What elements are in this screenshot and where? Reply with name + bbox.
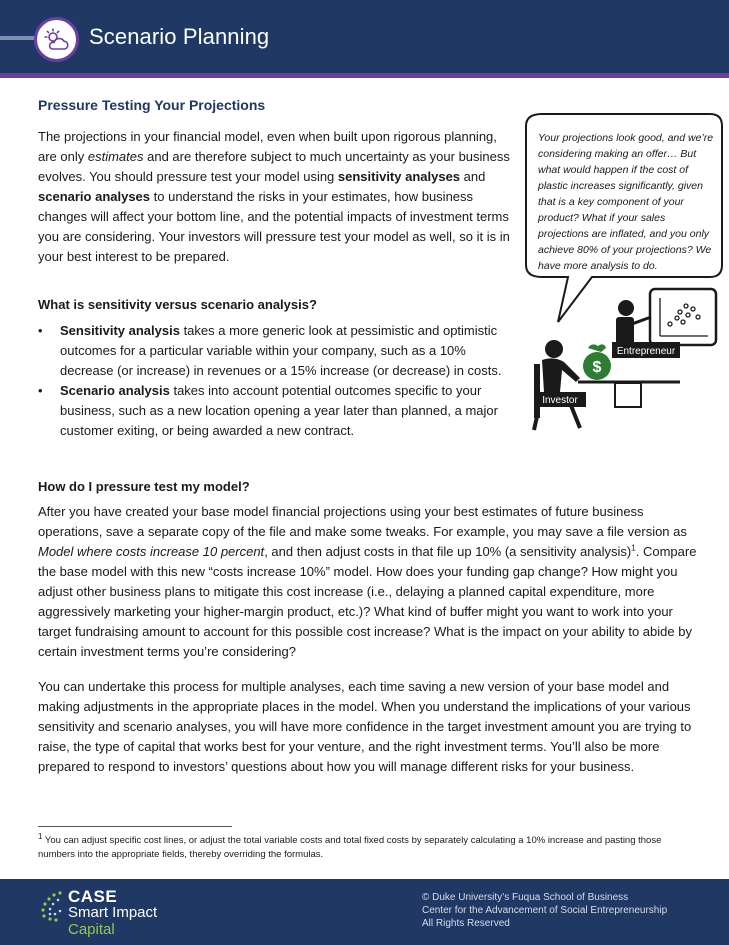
list-item: • Sensitivity analysis takes a more generic look at pessimistic and optimistic outcomes for a particular variable within your company, such as a 10% decrease (or increase) in revenues or a 15% increase (or decrease) in costs. xyxy=(38,321,518,381)
footer-logo-capital: Capital xyxy=(68,921,115,938)
cloud-sun-icon xyxy=(34,17,79,62)
list-item: • Scenario analysis takes into account potential outcomes specific to your business, such as a new location opening a year later than planned, a major customer exiting, or being awarded a new contract. xyxy=(38,381,518,441)
svg-text:$: $ xyxy=(592,359,602,376)
investor-figure xyxy=(534,340,580,430)
how-paragraph-1: After you have created your base model financial projections using your best estimates of future business operations, save a separate copy of the file and make some tweaks. For example, you may save a file version as Model where costs increase 10 percent, and then adjust costs in that file up 10% (a sensitivity analysis)$^1$. Compare the base model with this new “costs increase 10%” model. How does your funding gap change? How might you adjust other business plans to mitigate this cost increase (i.e., delaying a planned capital expenditure, more aggressively marketing your higher-margin product, etc.)? What kind of buffer might you want to work into your target fundraising amount to account for this possible cost increase? What is the impact on your ability to abide by certain investment terms you’re considering? xyxy=(38,504,697,659)
sensitivity-heading: What is sensitivity versus scenario analysis? xyxy=(38,297,317,312)
footer-logo-case: CASE xyxy=(68,887,118,906)
money-bag-icon xyxy=(583,344,611,380)
page-title: Scenario Planning xyxy=(89,24,270,49)
header-purple-stripe xyxy=(0,73,729,78)
footnote: $^1$ You can adjust specific cost lines, or adjust the total variable costs and total fixed costs by separately calculating a 10% increase and pasting those numbers into the appropriate fields, thereby overriding the formulas. xyxy=(38,831,662,860)
entrepreneur-label: Entrepreneur xyxy=(616,346,676,357)
section-title: Pressure Testing Your Projections xyxy=(38,97,266,113)
footnote-ref[interactable]: 1 xyxy=(631,543,636,553)
footnote-divider xyxy=(38,826,232,827)
analysis-bullet-list xyxy=(38,321,518,441)
case-logo-icon xyxy=(36,889,66,923)
how-heading: How do I pressure test my model? xyxy=(38,479,250,494)
speech-bubble-text: Your projections look good, and we’re considering making an offer… But what would happen if the cost of plastic increases significantly, given that is a key component of your product? What if your sales projections are inflated, and you only achieve 80% of your projections? We have more analysis to do. xyxy=(538,132,714,272)
footer-copyright: © Duke University’s Fuqua School of Business Center for the Advancement of Social Entrepreneurship All Rights Reserved xyxy=(422,892,668,929)
how-paragraph-2: You can undertake this process for multiple analyses, each time saving a new version of your base model and making adjustments in the appropriate places in the model. When you understand the implications of your various sensitivity and scenario analyses, you will have more confidence in the target investment amount you are trying to raise, the type of capital that works best for your venture, and the right investment terms. You’ll also be more prepared to respond to investors’ questions about how you will manage different risks for your business. xyxy=(38,679,692,774)
investor-label: Investor xyxy=(542,395,578,406)
entrepreneur-figure xyxy=(616,300,651,345)
intro-paragraph: The projections in your financial model, even when built upon rigorous planning, are only estimates and are therefore subject to much uncertainty as your business evolves. You should pressure test your model using sensitivity analyses and scenario analyses to understand the risks in your estimates, how business changes will affect your bottom line, and the potential impacts of investment terms you are considering. Your investors will pressure test your model as well, so it is in your best interest to be prepared. xyxy=(38,129,510,264)
footer-logo-smart-impact: Smart Impact xyxy=(68,904,158,921)
